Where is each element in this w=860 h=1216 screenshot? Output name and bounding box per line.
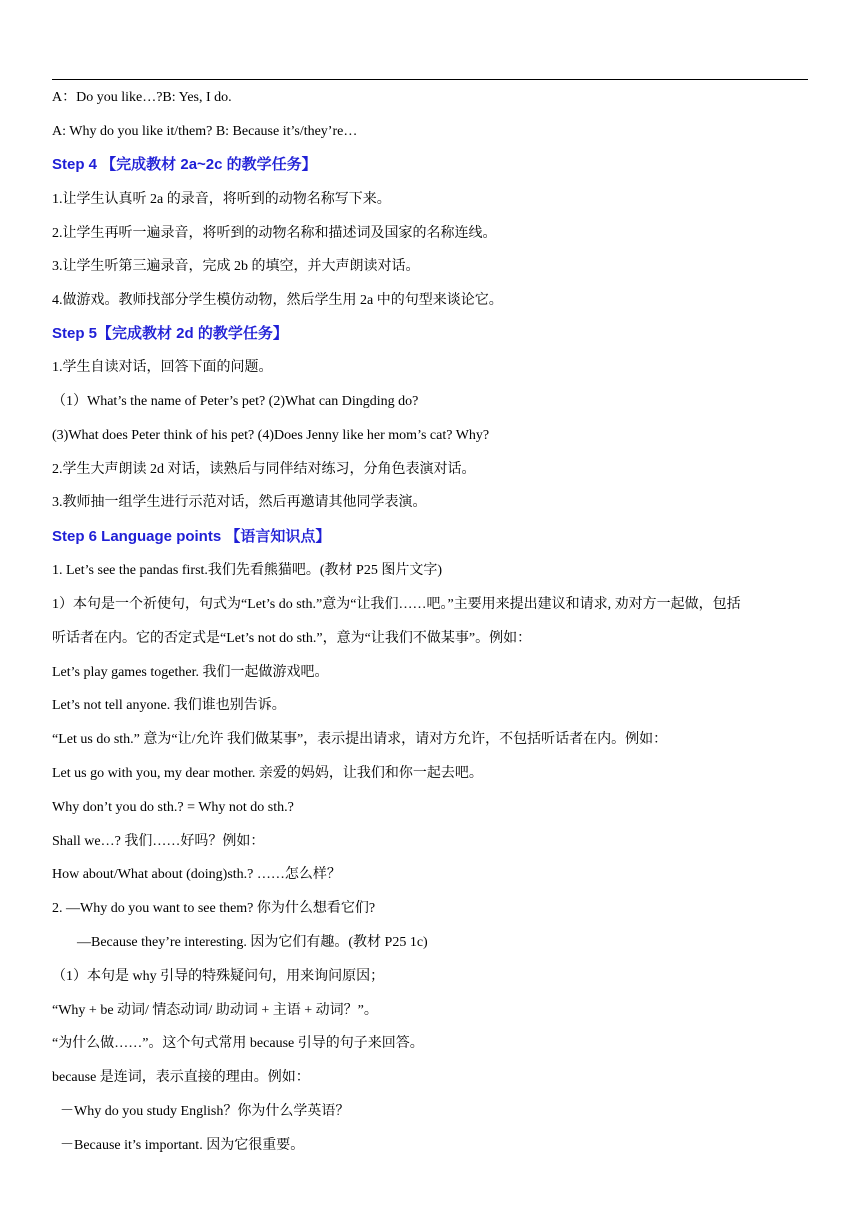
example-line: Shall we…? 我们……好吗？例如：	[52, 834, 265, 849]
example-line: Why don’t you do sth.? = Why not do sth.?	[52, 800, 294, 815]
explanation-line: 听话者在内。它的否定式是“Let’s not do sth.”，意为“让我们不做某事”。例如：	[52, 631, 532, 646]
task-item: 2.学生大声朗读 2d 对话，读熟后与同伴结对练习，分角色表演对话。	[52, 462, 476, 477]
language-point: 2. —Why do you want to see them? 你为什么想看它们?	[52, 901, 376, 916]
task-item: 2.让学生再听一遍录音，将听到的动物名称和描述词及国家的名称连线。	[52, 226, 497, 241]
explanation-line: “Let us do sth.” 意为“让/允许 我们做某事”，表示提出请求，请对方允许，不包括听话者在内。例如：	[52, 732, 668, 747]
step-heading: Step 5【完成教材 2d 的教学任务】	[52, 325, 288, 342]
example-line: Let’s not tell anyone. 我们谁也别告诉。	[52, 698, 286, 713]
dialogue-line: A: Why do you like it/them? B: Because it’s/they’re…	[52, 124, 358, 139]
language-point: 1. Let’s see the pandas first.我们先看熊猫吧。(教材 P25 图片文字)	[52, 563, 443, 578]
example-line: Let us go with you, my dear mother. 亲爱的妈妈，让我们和你一起去吧。	[52, 766, 483, 781]
header-rule	[52, 79, 808, 80]
language-point-answer: —Because they’re interesting. 因为它们有趣。(教材 P25 1c)	[77, 935, 428, 950]
dialogue-line: A：Do you like…?B: Yes, I do.	[52, 90, 232, 105]
explanation-line: “为什么做……”。这个句式常用 because 引导的句子来回答。	[52, 1036, 424, 1051]
task-item: 3.让学生听第三遍录音，完成 2b 的填空，并大声朗读对话。	[52, 259, 420, 274]
example-line: How about/What about (doing)sth.? ……怎么样？	[52, 867, 341, 882]
task-item: 4.做游戏。教师找部分学生模仿动物，然后学生用 2a 中的句型来谈论它。	[52, 293, 503, 308]
example-line: －Why do you study English？你为什么学英语？	[60, 1104, 350, 1119]
task-item: 3.教师抽一组学生进行示范对话，然后再邀请其他同学表演。	[52, 495, 427, 510]
example-line: Let’s play games together. 我们一起做游戏吧。	[52, 665, 329, 680]
explanation-line: （1）本句是 why 引导的特殊疑问句，用来询问原因；	[52, 969, 385, 984]
step-heading: Step 6 Language points 【语言知识点】	[52, 528, 331, 545]
question-line: (3)What does Peter think of his pet? (4)Does Jenny like her mom’s cat? Why?	[52, 428, 490, 443]
step-heading: Step 4 【完成教材 2a~2c 的教学任务】	[52, 156, 317, 173]
explanation-line: 1）本句是一个祈使句，句式为“Let’s do sth.”意为“让我们……吧。”主要用来提出建议和请求, 劝对方一起做，包括	[52, 597, 741, 612]
example-line: －Because it’s important. 因为它很重要。	[60, 1138, 305, 1153]
task-item: 1.让学生认真听 2a 的录音，将听到的动物名称写下来。	[52, 192, 391, 207]
task-item: 1.学生自读对话，回答下面的问题。	[52, 360, 273, 375]
explanation-line: “Why + be 动词/ 情态动词/ 助动词 + 主语 + 动词？”。	[52, 1003, 378, 1018]
explanation-line: because 是连词，表示直接的理由。例如：	[52, 1070, 310, 1085]
question-line: （1）What’s the name of Peter’s pet? (2)What can Dingding do?	[52, 394, 419, 409]
